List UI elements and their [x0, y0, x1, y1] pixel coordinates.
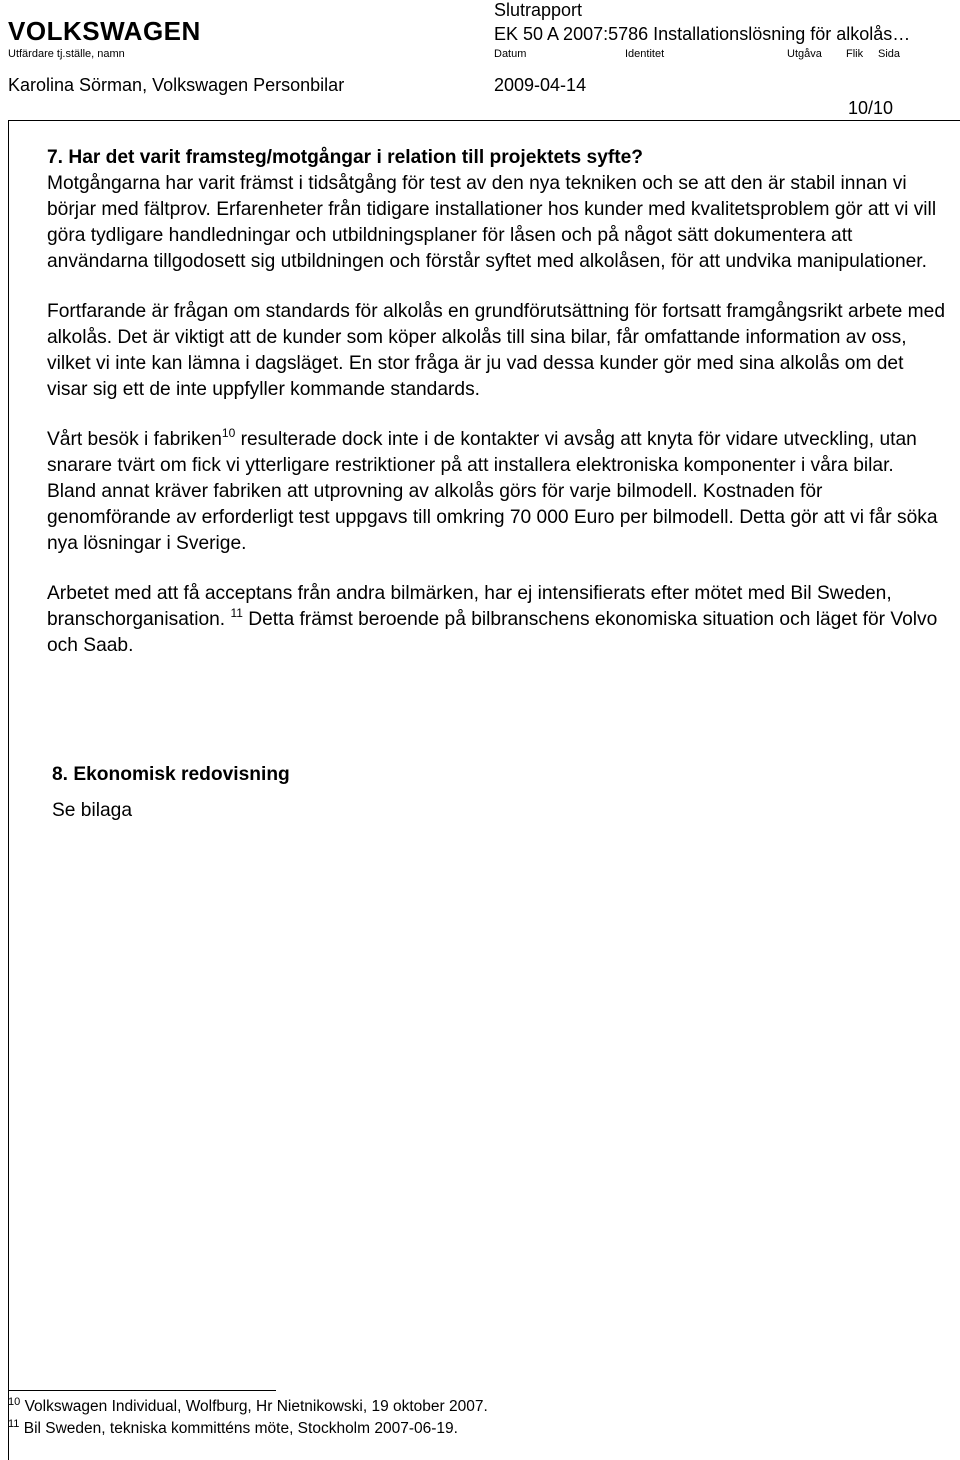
footnote-text: Volkswagen Individual, Wolfburg, Hr Nietnikowski, 19 oktober 2007.: [24, 1398, 488, 1415]
footnote-number: 10: [8, 1396, 21, 1408]
paragraph-4-text-end: Detta främst beroende på bilbranschens ekonomiska situation och läget för Volvo och Saab.: [47, 609, 938, 656]
date-value: 2009-04-14: [494, 75, 587, 95]
page-number: 10/10: [848, 98, 894, 118]
left-margin-rule: [8, 120, 9, 1460]
edition-label: Utgåva: [787, 48, 822, 60]
identity-label: Identitet: [625, 48, 665, 60]
page-label: Sida: [878, 48, 901, 60]
section-7-paragraph-1: Motgångarna har varit främst i tidsåtgång för test av den nya tekniken och se att den är stabil innan vi börjar med fältprov. Erfarenheter från tidigare installationer hos kunder med kvalitetsproblem gör att vi vill göra tydligare handledningar och utbildningsplaner för låsen och på något sätt dokumentera att användarna tillgodosett sig utbildningen och förstår syftet med alkolåsen, för att undvika manipulationer.: [47, 173, 937, 272]
issuer-label: Utfärdare tj.ställe, namn: [8, 48, 125, 60]
paragraph-3-text-end: resulterade dock inte i de kontakter vi avsåg att knyta för vidare utveckling, utan snarare tvärt om fick vi ytterligare restriktioner på att installera elektroniska komponenter i våra bilar. Bland annat kräver fabriken att utprovning av alkolås görs för varje bilmodell. Kostnaden för genomförande av erforderligt test uppgavs till omkring 70 000 Euro per bilmodell. Detta gör att vi får söka nya lösningar i Sverige.: [47, 429, 938, 554]
date-label: Datum: [494, 48, 527, 60]
section-7-paragraph-4: [47, 581, 947, 659]
footnote-text: Bil Sweden, tekniska kommitténs möte, Stockholm 2007-06-19.: [23, 1420, 458, 1437]
header-divider: [8, 120, 960, 121]
section-8-text: Se bilaga: [52, 800, 133, 821]
section-7-heading: 7. Har det varit framsteg/motgångar i relation till projektets syfte?: [47, 147, 644, 168]
section-7-paragraph-3: [47, 427, 947, 557]
brand-logo-text: VOLKSWAGEN: [8, 16, 201, 46]
footnote-11: [8, 1420, 458, 1438]
report-type: Slutrapport: [494, 0, 583, 20]
section-7-paragraph-2: Fortfarande är frågan om standards för alkolås en grundförutsättning för fortsatt framgångsrikt arbete med alkolås. Det är viktigt att de kunder som köper alkolås till sina bilar, får omfattande information av oss, vilket vi inte kan lämna i dagsläget. En stor fråga är ju vad dessa kunder gör med sina alkolås om det visar sig ett de inte uppfyller kommande standards.: [47, 301, 946, 400]
main-content: [47, 145, 947, 659]
paragraph-4-text-start: Arbetet med att få acceptans från andra bilmärken, har ej intensifierats efter mötet med Bil Sweden, branschorganisation.: [47, 583, 892, 630]
report-title: EK 50 A 2007:5786 Installationslösning för alkolås…: [494, 24, 911, 44]
paragraph-3-text-start: Vårt besök i fabriken: [47, 429, 222, 450]
footnote-divider: [8, 1390, 276, 1391]
footnote-10: [8, 1398, 488, 1416]
footnote-ref-10: 10: [221, 426, 236, 440]
footnote-number: 11: [8, 1418, 20, 1430]
section-8-heading: 8. Ekonomisk redovisning: [52, 764, 290, 785]
issuer-value: Karolina Sörman, Volkswagen Personbilar: [8, 75, 345, 95]
tab-label: Flik: [846, 48, 864, 60]
footnote-ref-11: 11: [230, 606, 243, 620]
